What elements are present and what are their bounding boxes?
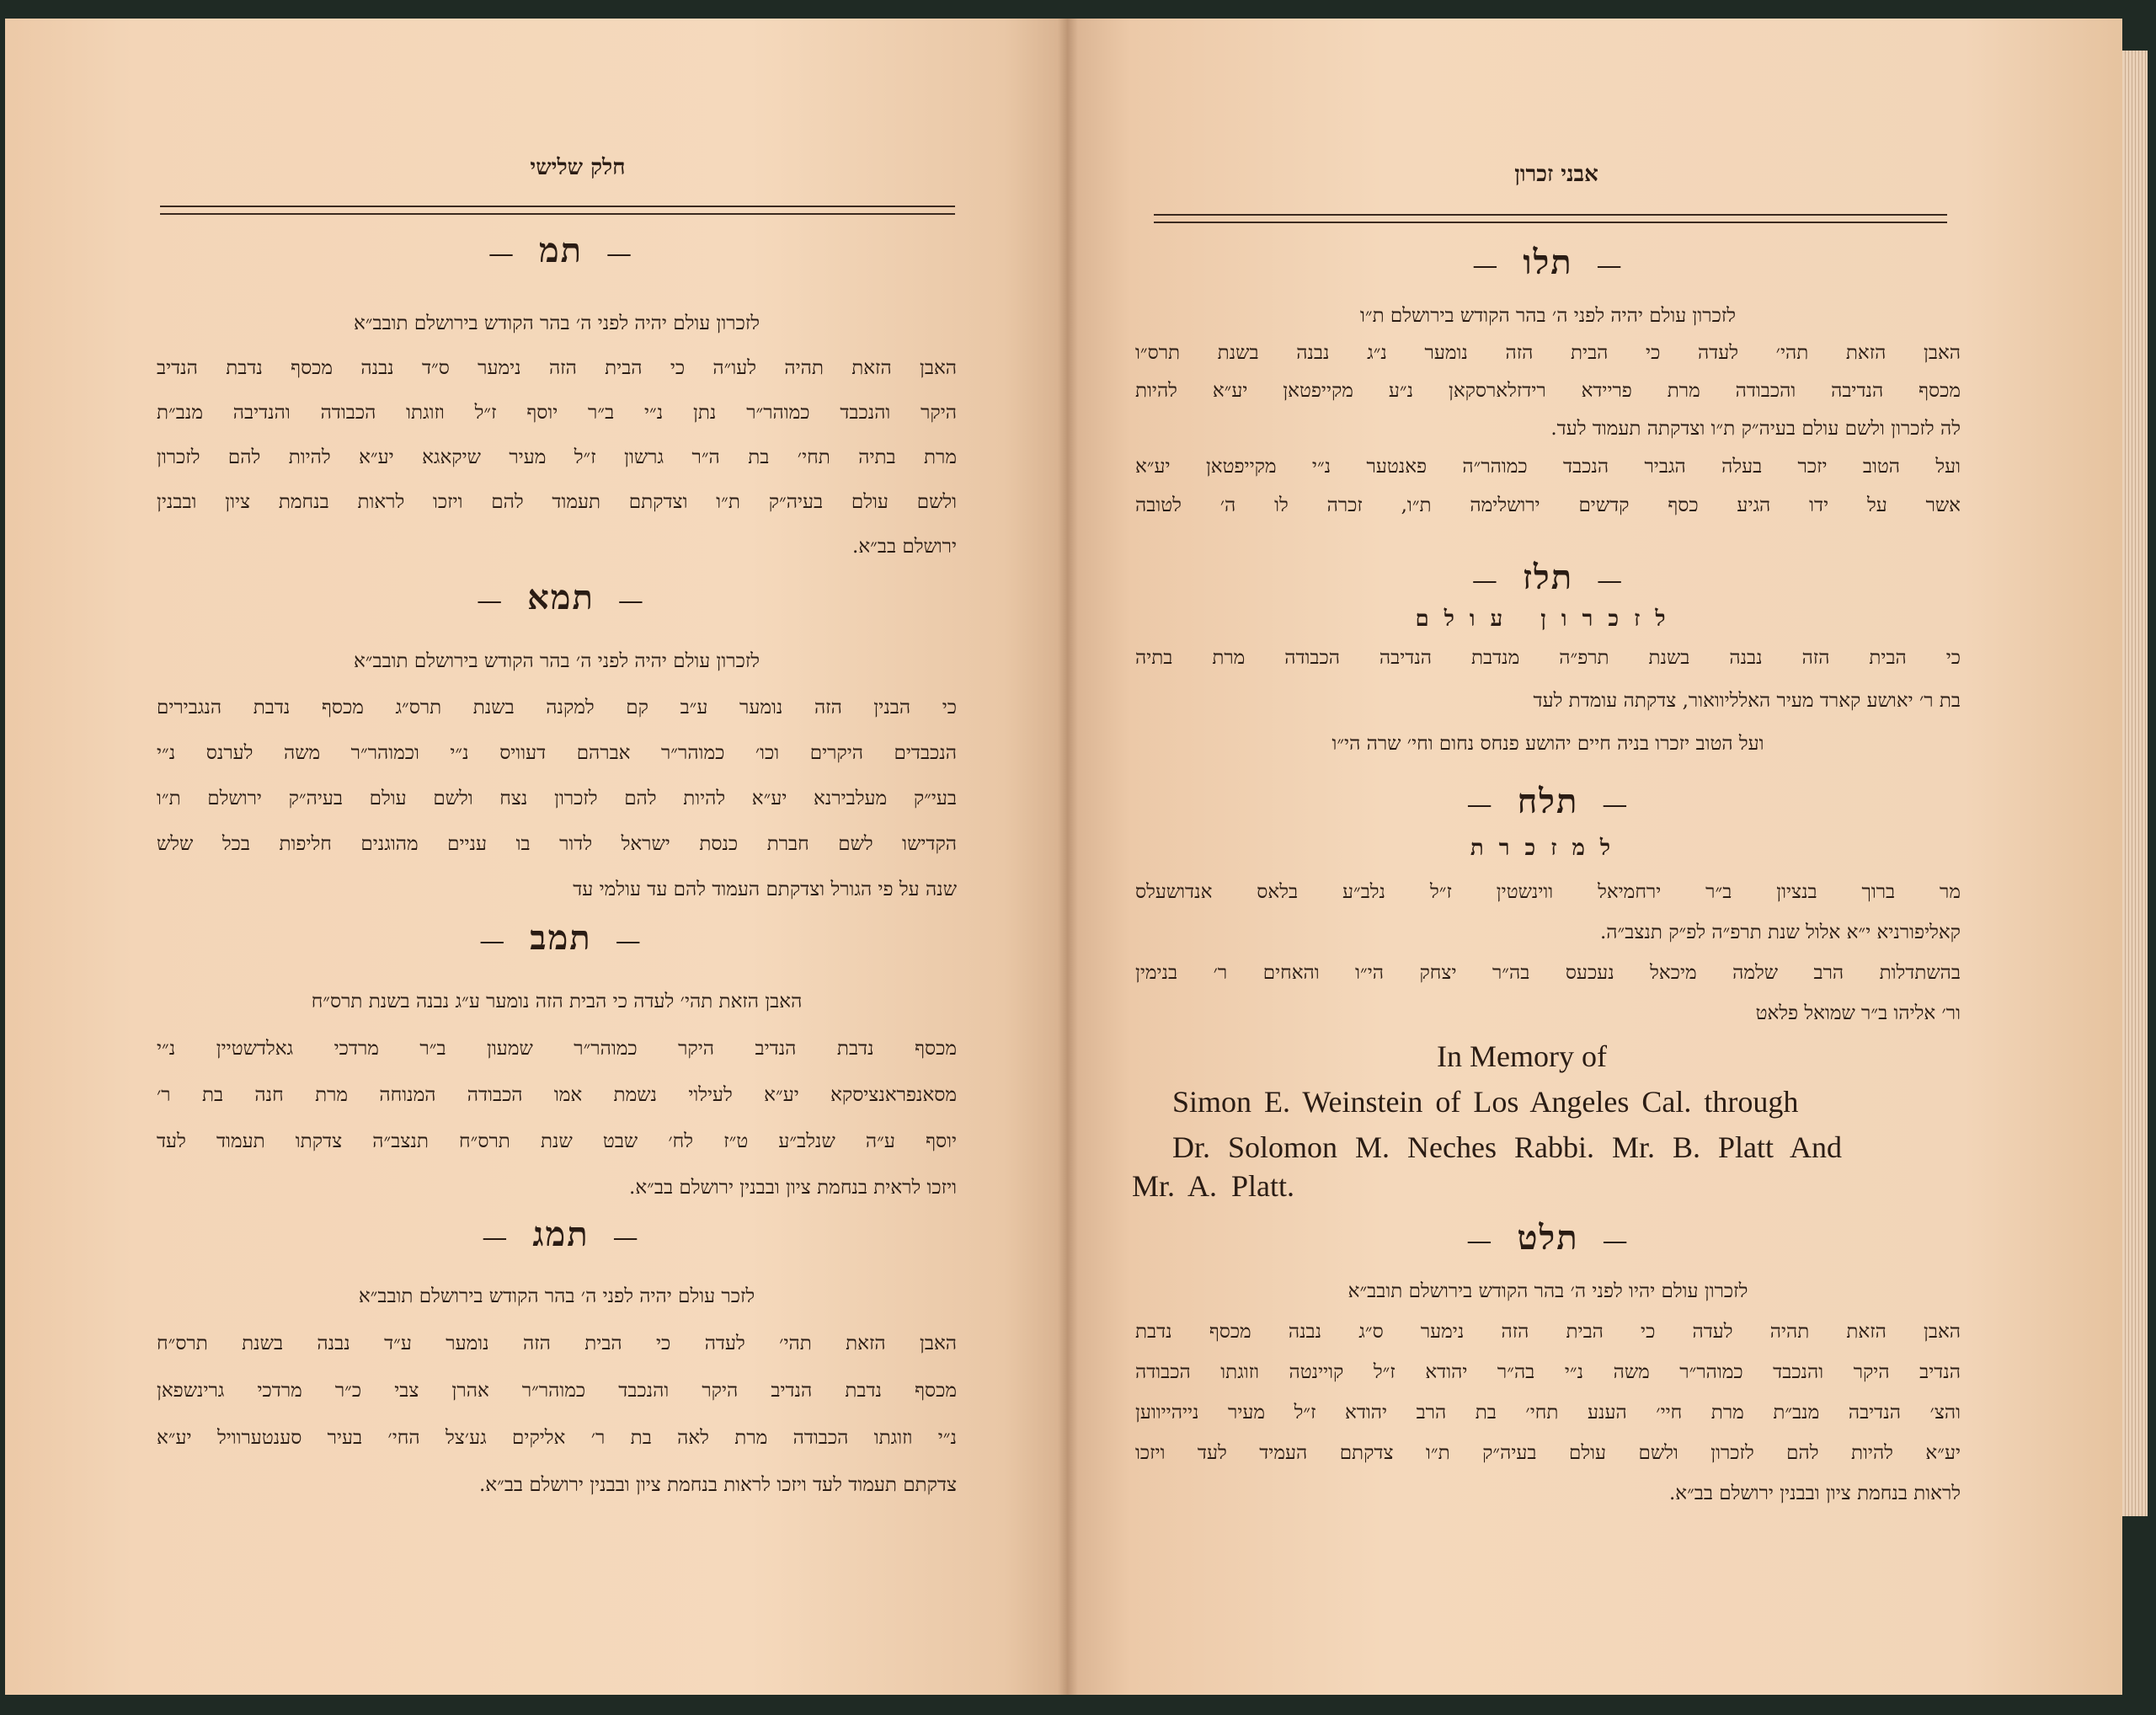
left-header-rule — [160, 206, 955, 215]
text-line: הנדיב היקר והנכבד כמוהר״ר משה נ״י בה״ר יהודא ז״ל קויינטה וזוגתו הכבודה — [1135, 1361, 1961, 1383]
text-line: מכסף הנדיבה והכבודה מרת פריידא רידזלארסקאן נ״ע מקייפטאן יע״א להיות — [1135, 380, 1961, 402]
text-line: לזכרון עולם יהיה לפני ה׳ בהר הקודש בירושלם ת״ו — [1359, 305, 1737, 327]
book-gutter — [1058, 19, 1078, 1695]
section-subtitle: למזכרת — [1470, 836, 1626, 861]
text-line: קאליפורניא י״א אלול שנת תרפ״ה לפ״ק תנצב״ה. — [1600, 922, 1961, 943]
text-line: כי הבית הזה נבנה בשנת תרפ״ה מנדבת הנדיבה הכבודה מרת בתיה — [1135, 647, 1961, 669]
left-page — [5, 19, 1068, 1695]
left-page-header: חלק שלישי — [530, 155, 626, 180]
section-heading: —תמג— — [482, 1215, 640, 1254]
text-line: ועל הטוב יזכר בעלה הגביר הנכבד כמוהר״ה פאנטער נ״י מקייפטאן יע״א — [1135, 456, 1961, 478]
text-line: צדקתם תעמוד לעד ויזכו לראות בנחמת ציון ובבנין ירושלם בב״א. — [478, 1474, 957, 1496]
section-subtitle: לזכרון עולם — [1415, 606, 1681, 632]
section-heading: —תלח— — [1466, 782, 1630, 821]
text-line: בעי״ק מעלבירנא יע״א להיות להם לזכרון נצח ולשם עולם בעיה״ק ירושלם ת״ו — [157, 788, 957, 809]
section-number: תלז — [1522, 558, 1574, 597]
text-line: היקר והנכבד כמוהר״ר נתן נ״י ב״ר יוסף ז״ל וזוגתו הכבודה והנדיבה מנב״ת — [157, 402, 957, 424]
text-line: לזכר עולם יהיה לפני ה׳ בהר הקודש בירושלם תובב״א — [358, 1285, 755, 1307]
text-line: ור׳ אליהו ב״ר שמואל פלאט — [1755, 1002, 1961, 1024]
section-number: תלט — [1517, 1218, 1579, 1258]
text-line: האבן הזאת תהי׳ לעדה כי הבית הזה נומער ע״ד נבנה בשנת תרס״ח — [157, 1333, 957, 1354]
text-line: האבן הזאת תהי׳ לעדה כי הבית הזה נומער נ״ג נבנה בשנת תרס״ו — [1135, 342, 1961, 364]
section-heading: —תלז— — [1471, 558, 1625, 597]
text-line: בהשתדלות הרב שלמה מיכאל נעכעס בה״ר יצחק הי״ו והאחים ר׳ בנימין — [1135, 962, 1961, 984]
english-line: Dr. Solomon M. Neches Rabbi. Mr. B. Platt And — [1172, 1130, 1843, 1164]
english-line: Simon E. Weinstein of Los Angeles Cal. through — [1172, 1085, 1799, 1119]
text-line: שנה על פי הגורל וצדקתם העמוד להם עד עולמי עד — [573, 879, 957, 900]
text-line: יע״א להיות להם לזכרון ולשם עולם בעיה״ק ת״ו צדקתם העמיד לעד ויזכו — [1135, 1442, 1961, 1464]
section-number: תלח — [1517, 782, 1579, 821]
right-page — [1068, 19, 2122, 1695]
text-line: הנכבדים היקרים וכו׳ כמוהר״ר אברהם דעוויס נ״י וכמוהר״ר משה לערנס נ״י — [157, 742, 957, 764]
text-line: ירושלם בב״א. — [852, 536, 957, 558]
text-line: האבן הזאת תהיה לעדה כי הבית הזה נימער ס״ג נבנה מכסף נדבת — [1135, 1321, 1961, 1343]
text-line: מר ברוך בנציון ב״ר ירחמיאל ווינשטין ז״ל נלב״ע בלאס אנדושעלס — [1135, 881, 1961, 903]
section-heading: —תלט— — [1466, 1218, 1630, 1258]
text-line: ועל הטוב יזכרו בניה חיים יהושע פנחס נחום וחי׳ שרה הי״ו — [1331, 733, 1764, 755]
right-header-rule — [1154, 214, 1947, 223]
text-line: מכסף נדבת הנדיב היקר והנכבד כמוהר״ר אהרן צבי כ״ר מרדכי גרינשפאן — [157, 1380, 957, 1402]
text-line: הקדישו לשם חברת כנסת ישראל לדור בו עניים מהוגנים חליפות בכל שלש — [157, 833, 957, 855]
english-line: Mr. A. Platt. — [1132, 1169, 1295, 1203]
text-line: אשר על ידו הגיע כסף קדשים ירושלימה ת״ו, זכרה לו ה׳ לטובה — [1135, 494, 1961, 516]
section-number: תמא — [527, 578, 595, 617]
right-page-header: אבני זכרון — [1514, 162, 1598, 187]
text-line: לה לזכרון ולשם עולם בעיה״ק ת״ו וצדקתה תעמוד לעד. — [1550, 418, 1961, 440]
text-line: ולשם עולם בעיה״ק ת״ו וצדקתם תעמוד להם ויזכו לראות בנחמת ציון ובבנין — [157, 491, 958, 513]
section-heading: —תמ— — [488, 231, 634, 270]
text-line: מכסף נדבת הנדיב היקר כמוהר״ר שמעון ב״ר מרדכי גאלדשטיין נ״י — [157, 1038, 957, 1060]
text-line: האבן הזאת תהי׳ לעדה כי הבית הזה נומער ע״ג נבנה בשנת תרס״ח — [311, 991, 803, 1012]
text-line: מרת בתיה תחי׳ בת ה״ר גרשון ז״ל מעיר שיקאגא יע״א להיות להם לזכרון — [157, 446, 957, 468]
section-number: תלו — [1523, 243, 1573, 282]
text-line: בת ר׳ יאושע קארד מעיר האלליוואור, צדקתה עומדת לעד — [1533, 690, 1961, 712]
text-line: והצ׳ הנדיבה מנב״ת מרת חיי׳ הענע תחי׳ בת הרב יהודא ז״ל מעיר נייהייווען — [1135, 1402, 1961, 1424]
text-line: מסאנפראנציסקא יע״א לעילוי נשמת אמו הכבודה המנוחה מרת חנה בת ר׳ — [157, 1084, 957, 1106]
text-line: כי הבנין הזה נומער ע״ב קם למקנה בשנת תרס״ג מכסף נדבת הנגבירים — [157, 697, 957, 719]
section-heading: —תלו— — [1472, 243, 1624, 282]
section-heading: —תמא— — [477, 578, 645, 617]
section-number: תמ — [538, 231, 584, 270]
text-line: לראות בנחמת ציון ובבנין ירושלם בב״א. — [1668, 1483, 1961, 1504]
text-line: לזכרון עולם יהיו לפני ה׳ בהר הקודש בירושלם תובב״א — [1348, 1280, 1748, 1302]
section-heading: —תמב— — [479, 918, 643, 958]
text-line: לזכרון עולם יהיה לפני ה׳ בהר הקודש בירושלם תובב״א — [353, 313, 760, 334]
text-line: לזכרון עולם יהיה לפני ה׳ בהר הקודש בירושלם תובב״א — [353, 650, 760, 672]
text-line: האבן הזאת תהיה לעו״ה כי הבית הזה נימער ס״ד נבנה מכסף נדבת הנדיב — [157, 357, 957, 379]
section-number: תמב — [530, 918, 592, 958]
section-number: תמג — [532, 1215, 590, 1254]
text-line: יוסף ע״ה שנלב״ע ט״ז לח׳ שבט שנת תרס״ח תנצב״ה צדקתו תעמוד לעד — [157, 1130, 957, 1152]
text-line: נ״י וזוגתו הכבודה מרת לאה בת ר׳ אליקים גע׳צל החי׳ בעיר סענטערוויל יע״א — [157, 1427, 957, 1449]
text-line: ויזכו לראית בנחמת ציון ובבנין ירושלם בב״א. — [629, 1177, 957, 1199]
english-line: In Memory of — [1437, 1039, 1607, 1073]
page-edges — [2122, 51, 2148, 1516]
